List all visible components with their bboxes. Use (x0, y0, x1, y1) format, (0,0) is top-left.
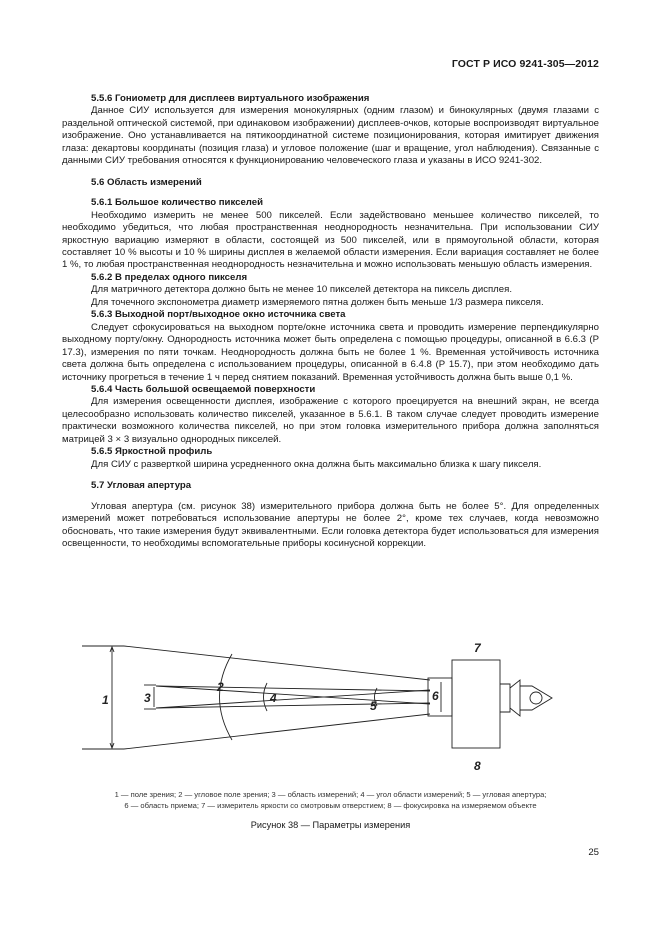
paragraph-5-6-2-a: Для матричного детектора должно быть не менее 10 пикселей детектора на пиксель дисплея. (91, 284, 512, 296)
angular-field-arc (220, 654, 233, 740)
figure-caption: Рисунок 38 — Параметры измерения (250, 820, 411, 830)
luminance-meter-body (452, 660, 500, 748)
paragraph-5-6-1: Необходимо измерить не менее 500 пикселей. Если задействовано меньшее количество пикселей, то необходимо убедиться, что любая пространственная неоднородность незначительна. При использовании СИУ яркостную вариацию измеряют в области, состоящей из 500 пикселей, или в прямоугольной области, которая составляет 10 % высоты и 10 % ширины дисплея в желаемой области измерения. Если вариация составляет не более 1 %, то любая пространственная неоднородность незначительна и можно использовать меньшую область измерения. (62, 209, 599, 271)
paragraph-5-6-4: Для измерения освещенности дисплея, изображение с которого проецируется на внешний экран, не всегда целесообразно использовать количество пикселей, указанное в 5.6.1. В таком случае следует проводить измерение практически возможного количества пикселей, но при этом головка измерительного прибора должна заполняться матрицей 3 × 3 визуально однородных пикселей. (62, 396, 599, 445)
heading-5-7: 5.7 Угловая апертура (91, 480, 192, 492)
figure-38-diagram (62, 636, 599, 786)
heading-5-6-2: 5.6.2 В пределах одного пикселя (91, 271, 248, 283)
label-1: 1 (102, 693, 109, 707)
paragraph-5-6-3: Следует сфокусироваться на выходном порте/окне источника света и проводить измерение перпендикулярно выходному порту/окну. Однородность источника может быть определена с помощью процедуры, описанной в 6.6.3 (Р 17.3), измерения по пяти точкам. Неоднородность должна быть не более 1 %. Временная устойчивость источника света должна быть определена с использованием процедуры, описанной в 6.4.8 (Р 15.7), при этом необходимо дать источнику прогреться в течение 1 ч перед снятием показаний. Временная устойчивость должна быть выше 0,1 %. (62, 321, 599, 383)
label-5: 5 (370, 699, 377, 713)
angle-arc-4 (264, 683, 268, 711)
figure-legend (62, 789, 599, 811)
label-4: 4 (270, 691, 277, 705)
paragraph-5-6-2-b: Для точечного экспонометра диаметр измеряемого пятна должен быть меньше 1/3 размера пикселя. (91, 296, 544, 308)
legend-line-1: 1 — поле зрения; 2 — угловое поле зрения; 3 — область измерений; 4 — угол области измерений; 5 — угловая апертура; (114, 790, 547, 799)
heading-5-6: 5.6 Область измерений (91, 176, 202, 188)
paragraph-5-7: Угловая апертура (см. рисунок 38) измерительного прибора должна быть не более 5°. Для определенных измерений может потребоваться использование апертуры не более 2°, кроме тех случаев, когда невозможно обосновать, что такие измерения будут эквивалентными. Если головка детектора будет использоваться для измерения освещенности, то необходимы вспомогательные приборы косинусной коррекции. (62, 500, 599, 549)
cone-bottom-line (124, 714, 430, 749)
paragraph-5-6-5: Для СИУ с разверткой ширина усредненного окна должна быть максимально близка к шагу пикселя. (91, 458, 542, 470)
label-6: 6 (432, 689, 439, 703)
eyepiece-tube (500, 684, 510, 712)
cone-top-line (124, 646, 430, 680)
standard-header: ГОСТ Р ИСО 9241-305—2012 (451, 58, 599, 70)
legend-line-2: 6 — область приема; 7 — измеритель яркости со смотровым отверстием; 8 — фокусировка на измеряемом объекте (124, 801, 537, 810)
heading-5-6-5: 5.6.5 Яркостной профиль (91, 446, 213, 458)
heading-5-6-3: 5.6.3 Выходной порт/выходное окно источника света (91, 309, 346, 321)
heading-5-6-4: 5.6.4 Часть большой освещаемой поверхности (91, 383, 316, 395)
paragraph-5-5-6: Данное СИУ используется для измерения монокулярных (одним глазом) и бинокулярных (двумя глазами с раздельной оптической системой, при одинаковом изображении) дисплеев-очков, которые воспроизводят виртуальное изображение. Оно устанавливается на пятикоординатной системе позиционирования, которая имитирует движения глаза: декартовы координаты (позиция глаза) и угловое положение (шаг и вращение, угол наблюдения). Связанные с данными СИУ требования относятся к функционированию человеческого глаза и указаны в ИСО 9241-302. (62, 105, 599, 167)
page-number: 25 (588, 847, 599, 858)
label-2: 2 (217, 680, 224, 694)
label-3: 3 (144, 691, 151, 705)
eye-pupil (530, 692, 542, 704)
heading-5-5-6: 5.5.6 Гониометр для дисплеев виртуального изображения (91, 93, 370, 104)
heading-5-6-1: 5.6.1 Большое количество пикселей (91, 197, 264, 209)
eye-symbol (520, 686, 552, 710)
label-8: 8 (474, 759, 481, 773)
eyepiece-cup (510, 680, 520, 716)
label-7: 7 (474, 641, 481, 655)
document-body (62, 93, 599, 550)
